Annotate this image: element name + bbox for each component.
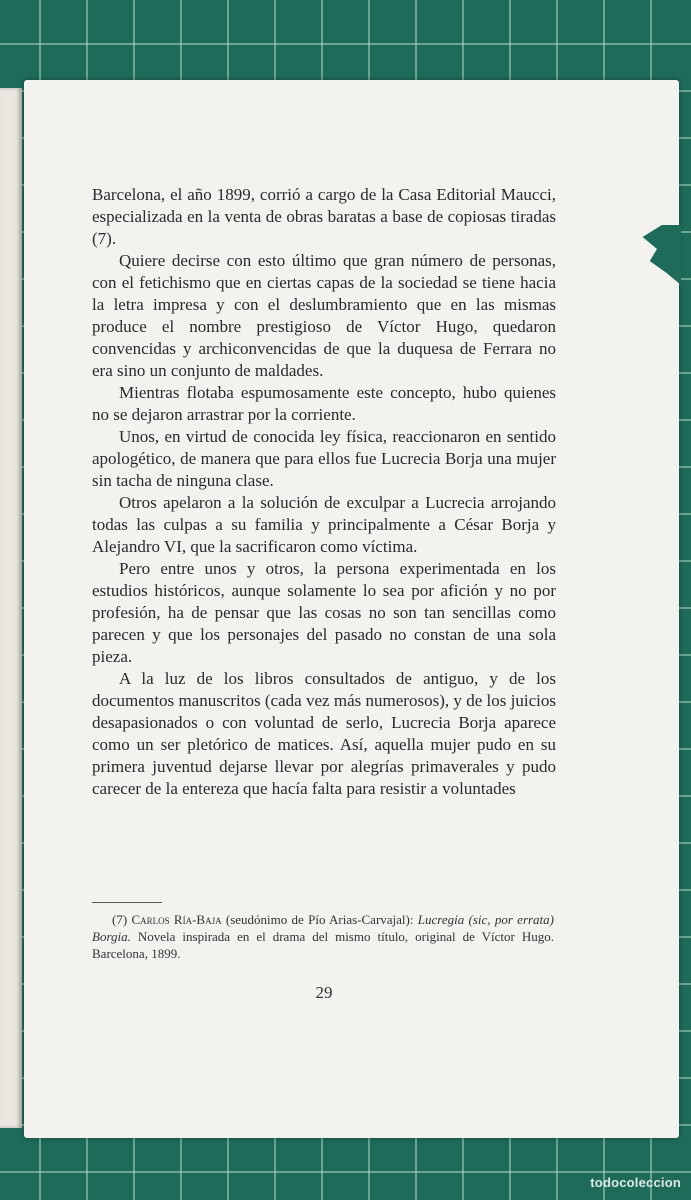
footnote-author: Carlos Ría-Baja (131, 912, 222, 927)
footnote-text-2: Novela inspirada en el drama del mismo título, original de Víctor Hugo. Barcelona, 1899. (92, 929, 554, 961)
footnote-title: Lucregia (sic, por errata) Borgia. (92, 912, 555, 944)
site-watermark: todocoleccion (590, 1175, 681, 1190)
paragraph-2: Quiere decirse con esto último que gran número de personas, con el fetichismo que en ciertas capas de la sociedad se tiene hacia la letra impresa y con el deslumbramiento que en las mismas produce el nombre prestigioso de Víctor Hugo, quedaron convencidas y archiconvencidas de que la duquesa de Ferrara no era sino un conjunto de maldades. (92, 251, 556, 380)
paragraph-3: Mientras flotaba espumosamente este concepto, hubo quienes no se dejaron arrastrar por la corriente. (92, 383, 556, 424)
body-text (92, 184, 556, 800)
footnote-marker: (7) (112, 912, 128, 927)
paragraph-5: Otros apelaron a la solución de exculpar a Lucrecia arrojando todas las culpas a su familia y principalmente a César Borja y Alejandro VI, que la sacrificaron como víctima. (92, 493, 556, 556)
previous-page-edge (0, 88, 22, 1128)
footnote (92, 911, 554, 962)
book-page (24, 80, 679, 1138)
paragraph-1: Barcelona, el año 1899, corrió a cargo de la Casa Editorial Maucci, especializada en la venta de obras baratas a base de copiosas tiradas (7). (92, 185, 556, 248)
page-number: 29 (315, 983, 333, 1002)
torn-page-corner (633, 225, 681, 285)
footnote-text-1: (seudónimo de Pío Arias-Carvajal): (221, 912, 418, 927)
paragraph-6: Pero entre unos y otros, la persona experimentada en los estudios históricos, aunque solamente lo sea por afición y no por profesión, ha de pensar que las cosas no son tan sencillas como parecen y que los personajes del pasado no constan de una sola pieza. (92, 559, 556, 666)
paragraph-7: A la luz de los libros consultados de antiguo, y de los documentos manuscritos (cada vez más numerosos), y de los juicios desapasionados o con voluntad de serlo, Lucrecia Borja aparece como un ser pletórico de matices. Así, aquella mujer pudo en su primera juventud dejarse llevar por alegrías primaverales y pudo carecer de la entereza que hacía falta para resistir a voluntades (92, 669, 556, 798)
paragraph-4: Unos, en virtud de conocida ley física, reaccionaron en sentido apologético, de manera que para ellos fue Lucrecia Borja una mujer sin tacha de ninguna clase. (92, 427, 556, 490)
footnote-divider (92, 902, 162, 903)
